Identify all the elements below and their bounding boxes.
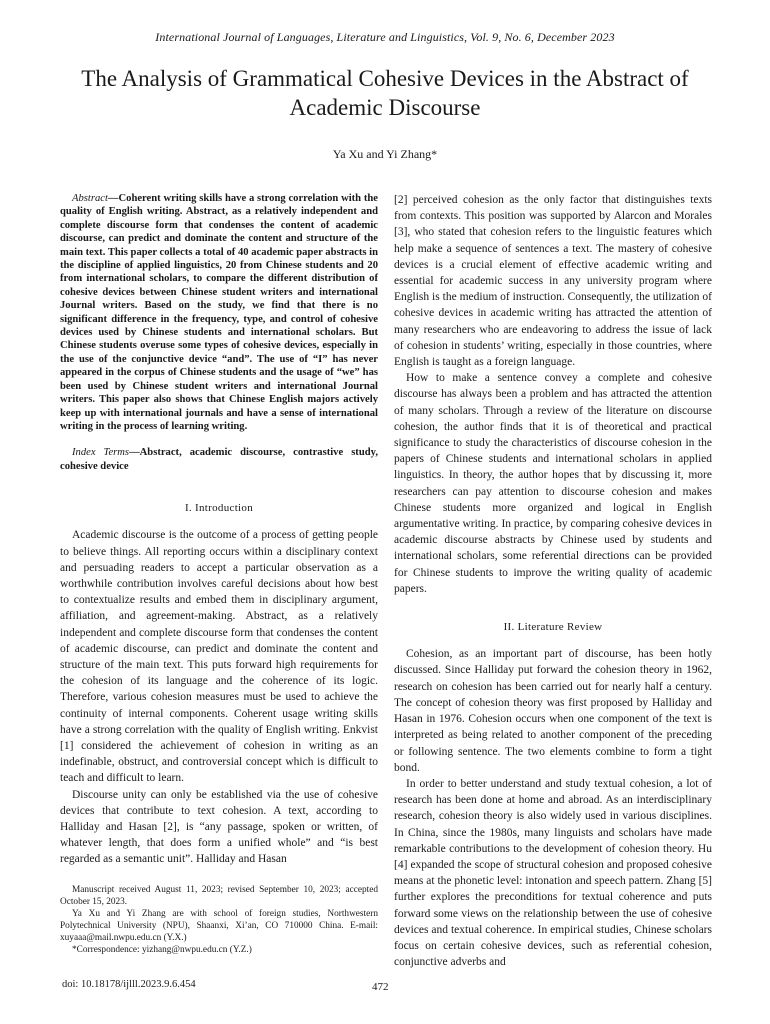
abstract bbox=[60, 192, 378, 433]
page-number: 472 bbox=[372, 981, 389, 993]
body-paragraph: Discourse unity can only be established via the use of cohesive devices that contribute to text cohesion. A text, according to Halliday and Hasan [2], is “any passage, spoken or written, of whatever length, that does form a unified whole” and “is best regarded as a semantic unit”. Halliday and Hasan bbox=[60, 788, 378, 866]
footnote-affiliation: Ya Xu and Yi Zhang are with school of foreign studies, Northwestern Polytechnical University (NPU), Shaanxi, Xi’an, CO 710000 China. E-mail: xuyaaa@mail.nwpu.edu.cn (Y.X.) bbox=[60, 909, 378, 943]
index-terms bbox=[60, 446, 378, 473]
body-paragraph: [2] perceived cohesion as the only factor that distinguishes texts from contexts. This position was supported by Alarcon and Morales [3], who stated that cohesion refers to the linguistic features which help make a sequence of sentences a text. The mastery of cohesive devices is a crucial element of effective academic writing and essential for academic success in any university program where English is the medium of instruction. Consequently, the utilization of cohesive devices in academic writing has attracted the attention of many researchers who are endeavoring to address the issue of lack of cohesion in students’ writing, especially in those countries, where English is taught as a foreign language. bbox=[394, 194, 712, 369]
body-paragraph: Cohesion, as an important part of discourse, has been hotly discussed. Since Halliday put forward the cohesion theory in 1962, research on cohesion has been carried out for nearly half a century. The concept of cohesion theory was first proposed by Halliday and Hasan in 1976. Cohesion occurs when one component of the text is interpreted as being related to another component of the preceding or following sentence. The two elements combine to form a tight bond. bbox=[394, 648, 712, 774]
index-terms-text: —Abstract, academic discourse, contrastive study, cohesive device bbox=[60, 447, 378, 472]
abstract-lead: Abstract bbox=[72, 193, 108, 204]
left-column bbox=[60, 192, 378, 868]
author-line: Ya Xu and Yi Zhang* bbox=[332, 147, 438, 161]
footnote-block bbox=[60, 884, 378, 956]
footnote-correspondence: *Correspondence: yizhang@nwpu.edu.cn (Y.Z.) bbox=[72, 945, 252, 955]
body-paragraph: In order to better understand and study textual cohesion, a lot of research has been done at home and abroad. As an interdisciplinary research, cohesion theory is also widely used in various disciplines. In China, since the 1980s, many linguists and scholars have made remarkable contributions to the development of cohesion theory. Hu [4] expanded the scope of structural cohesion and proposed cohesive means at the phonetic level: intonation and speech pattern. Zhang [5] further explores the preconditions for textual coherence and puts forward some views on the relationship between the use of cohesive devices and textual coherence. In empirical studies, Chinese scholars focus on certain cohesive devices, such as referential cohesion, conjunctive adverbs and bbox=[394, 777, 712, 969]
abstract-text: —Coherent writing skills have a strong correlation with the quality of English writing. Abstract, as a relatively independent and complete discourse form that condenses the content of academic discourse, can predict and dominate the content and structure of the main text. This paper collects a total of 40 academic paper abstracts in the discipline of applied linguistics, 20 from Chinese students and 20 from international scholars, to compare the different distribution of cohesive devices between Chinese student writers and international Journal writers. Based on the study, we find that there is no significant difference in the frequency, type, and control of cohesive devices used by Chinese students and international scholars. But Chinese students overuse some types of cohesive devices, especially in the use of the conjunctive device “and”. The use of “I” has never appeared in the corpus of Chinese students and the usage of “we” has been used by Chinese student writers and international Journal writers. This paper also shows that Chinese English majors actively keep up with international journals and have a sense of international writing in the process of learning writing. bbox=[60, 193, 378, 432]
footnote-received: Manuscript received August 11, 2023; revised September 10, 2023; accepted October 15, 2023. bbox=[60, 885, 378, 907]
right-column bbox=[394, 192, 712, 970]
running-header: International Journal of Languages, Literature and Linguistics, Vol. 9, No. 6, December 2023 bbox=[155, 30, 615, 44]
body-paragraph: Academic discourse is the outcome of a process of getting people to believe things. All reporting occurs within a disciplinary context and persuading readers to accept a particular observation as a worthwhile contribution involves careful decisions about how best to contextualize results and embed them in disciplinary argument, affiliation, and agreement-making. Abstract, as a relatively independent and complete discourse form that condenses the content of academic discourse, can predict and dominate the content and structure of the main text. This puts forward high requirements for the cohesion of its language and the coherence of its logic. Therefore, various cohesion measures must be used to achieve the continuity of internal components. Coherent usage writing skills have a strong correlation with the quality of English writing. Enkvist [1] considered the achievement of cohesion in writing as an indefinable, obstruct, and controversial concept which is difficult to teach and difficult to learn. bbox=[60, 529, 378, 785]
body-paragraph: How to make a sentence convey a complete and cohesive discourse has always been a problem and has attracted the attention of many scholars. Through a review of the literature on discourse cohesion, the author finds that it is of theoretical and practical significance to study the characteristics of discourse cohesion in the papers of Chinese students and international scholars in applied linguistics. In theory, the author hopes that by discussing it, more researchers can pay attention to discourse cohesion and makes Chinese students more organized and logical in English argumentative writing. In practice, by comparing cohesive devices in academic discourse abstracts by Chinese used by students and international scholars, some referential directions can be provided for Chinese students to improve the writing quality of academic papers. bbox=[394, 372, 712, 595]
index-terms-lead: Index Terms bbox=[72, 447, 130, 459]
section-heading-introduction: I. Introduction bbox=[184, 502, 254, 515]
paper-title: The Analysis of Grammatical Cohesive Devices in the Abstract of Academic Discourse bbox=[81, 66, 689, 120]
doi-line: doi: 10.18178/ijlll.2023.9.6.454 bbox=[62, 979, 196, 990]
section-heading-literature-review: II. Literature Review bbox=[503, 621, 603, 634]
